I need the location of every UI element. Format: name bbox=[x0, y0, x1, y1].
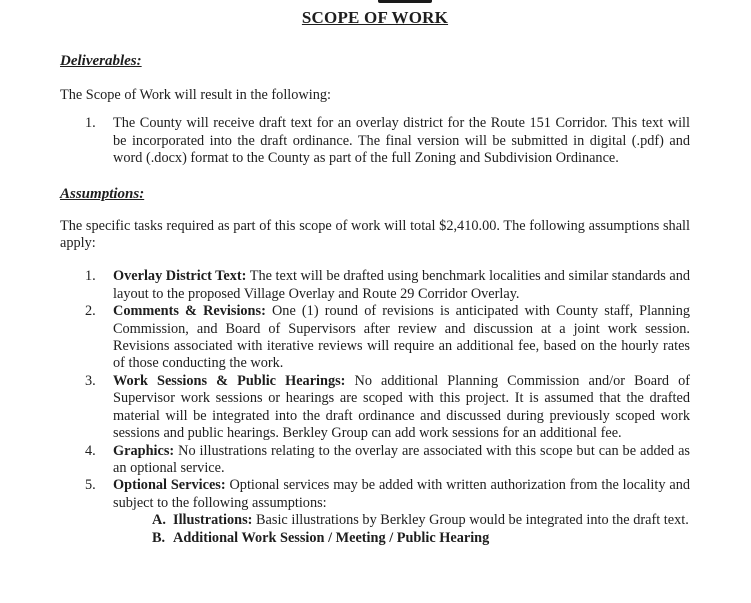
item-text: Optional services may be added with written authorization from the locality and subject to the following assumptions: bbox=[113, 477, 690, 511]
deliverables-intro: The Scope of Work will result in the following: bbox=[60, 87, 331, 103]
item-lead: Graphics: bbox=[113, 442, 175, 459]
item-lead: Overlay District Text: bbox=[113, 268, 247, 285]
optional-subitem-b bbox=[60, 530, 690, 547]
item-lead: Optional Services: bbox=[113, 477, 226, 494]
assumptions-heading: Assumptions: bbox=[60, 185, 145, 202]
document-title: SCOPE OF WORK bbox=[301, 8, 449, 27]
item-text: The text will be drafted using benchmark localities and similar standards and layout to the proposed Village Overlay and Route 29 Corridor Overlay. bbox=[113, 268, 691, 302]
item-text: No illustrations relating to the overlay are associated with this scope but can be added as an optional service. bbox=[113, 442, 690, 476]
subitem-letter: A. bbox=[152, 512, 166, 529]
subitem-letter: B. bbox=[152, 529, 166, 546]
deliverables-list bbox=[60, 115, 690, 167]
item-text: One (1) round of revisions is anticipated with County staff, Planning Commission, and Board of Supervisors after review and discussion at a joint work session. Revisions associated with iterative reviews will require an additional fee, based on the hourly rates of those conducting the work. bbox=[113, 303, 690, 372]
item-number: 1. bbox=[85, 115, 96, 132]
subitem-lead: Additional Work Session / Meeting / Public Hearing bbox=[173, 529, 490, 546]
subitem-text: Basic illustrations by Berkley Group would be integrated into the draft text. bbox=[252, 512, 689, 529]
assumption-item-5 bbox=[60, 477, 690, 512]
assumption-item-1 bbox=[60, 268, 690, 303]
deliverables-item-1 bbox=[60, 115, 690, 167]
clipped-text-fragment bbox=[378, 0, 432, 3]
assumptions-intro: The specific tasks required as part of this scope of work will total $2,410.00. The following assumptions shall apply: bbox=[60, 217, 690, 252]
item-number: 1. bbox=[85, 268, 96, 285]
item-number: 3. bbox=[85, 372, 96, 389]
assumptions-list bbox=[60, 268, 690, 547]
item-lead: Work Sessions & Public Hearings: bbox=[113, 372, 346, 389]
optional-subitem-a bbox=[60, 512, 690, 529]
deliverables-heading: Deliverables: bbox=[60, 53, 142, 69]
item-number: 4. bbox=[85, 442, 96, 459]
assumption-item-4 bbox=[60, 443, 690, 478]
item-lead: Comments & Revisions: bbox=[113, 303, 266, 320]
assumptions-section bbox=[60, 185, 690, 547]
item-number: 5. bbox=[85, 477, 96, 494]
subitem-lead: Illustrations: bbox=[173, 512, 253, 529]
assumption-item-2 bbox=[60, 303, 690, 373]
item-text: No additional Planning Commission and/or Board of Supervisor work sessions or hearings are scoped with this project. It is assumed that the drafted material will be integrated into the draft ordinance and discussed during previously scoped work sessions and public hearings. Berkley Group can add work sessions for an additional fee. bbox=[113, 372, 690, 442]
item-number: 2. bbox=[85, 303, 96, 320]
deliverables-section bbox=[60, 52, 690, 168]
assumption-item-3 bbox=[60, 373, 690, 443]
item-text: The County will receive draft text for an overlay district for the Route 151 Corridor. This text will be incorporated into the draft ordinance. The final version will be submitted in digital (.pdf) and word (.docx) format to the County as part of the full Zoning and Subdivision Ordinance. bbox=[113, 115, 690, 167]
